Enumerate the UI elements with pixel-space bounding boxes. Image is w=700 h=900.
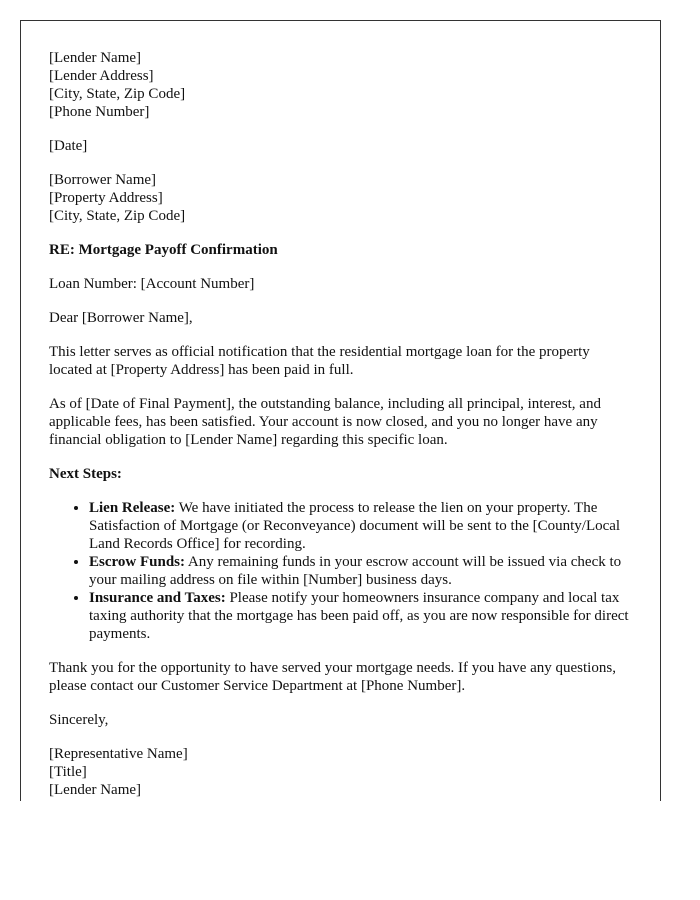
list-item-label: Insurance and Taxes: <box>89 590 226 606</box>
loan-number: Loan Number: [Account Number] <box>49 276 255 292</box>
letter-page <box>20 20 661 801</box>
list-item-text: Please notify your homeowners insurance company and local tax taxing authority that the mortgage has been paid off, as you are now responsible for direct payments. <box>89 590 629 642</box>
recipient-name: [Borrower Name] <box>49 172 157 188</box>
next-steps-heading: Next Steps: <box>49 466 122 482</box>
signature-block <box>49 745 632 799</box>
list-item-text: We have initiated the process to release the lien on your property. The Satisfaction of Mortgage (or Reconveyance) document will be sent to the [County/Local Land Records Office] for recording. <box>89 500 621 552</box>
recipient-address: [Property Address] <box>49 190 163 206</box>
list-item <box>89 499 632 553</box>
sender-phone: [Phone Number] <box>49 104 150 120</box>
list-item-label: Lien Release: <box>89 500 176 516</box>
salutation: Dear [Borrower Name], <box>49 310 193 326</box>
recipient-city: [City, State, Zip Code] <box>49 208 186 224</box>
recipient-block <box>49 171 632 225</box>
closing-paragraph: Thank you for the opportunity to have served your mortgage needs. If you have any questions, please contact our Customer Service Department at [Phone Number]. <box>49 660 616 694</box>
representative-name: [Representative Name] <box>49 746 188 762</box>
sender-block <box>49 49 632 121</box>
list-item <box>89 589 632 643</box>
next-steps-list <box>49 499 632 643</box>
closing: Sincerely, <box>49 712 109 728</box>
body-paragraph: This letter serves as official notification that the residential mortgage loan for the property located at [Property Address] has been paid in full. <box>49 344 590 378</box>
list-item-text: Any remaining funds in your escrow account will be issued via check to your mailing address on file within [Number] business days. <box>89 554 622 588</box>
sender-address: [Lender Address] <box>49 68 154 84</box>
body-paragraph: As of [Date of Final Payment], the outstanding balance, including all principal, interest, and applicable fees, has been satisfied. Your account is now closed, and you no longer have any financial obligation to [Lender Name] regarding this specific loan. <box>49 396 601 448</box>
sender-name: [Lender Name] <box>49 50 142 66</box>
representative-title: [Title] <box>49 764 87 780</box>
sender-city: [City, State, Zip Code] <box>49 86 186 102</box>
signature-lender-name: [Lender Name] <box>49 782 142 798</box>
list-item-label: Escrow Funds: <box>89 554 185 570</box>
list-item <box>89 553 632 589</box>
letter-date: [Date] <box>49 138 88 154</box>
subject-line: RE: Mortgage Payoff Confirmation <box>49 242 278 258</box>
